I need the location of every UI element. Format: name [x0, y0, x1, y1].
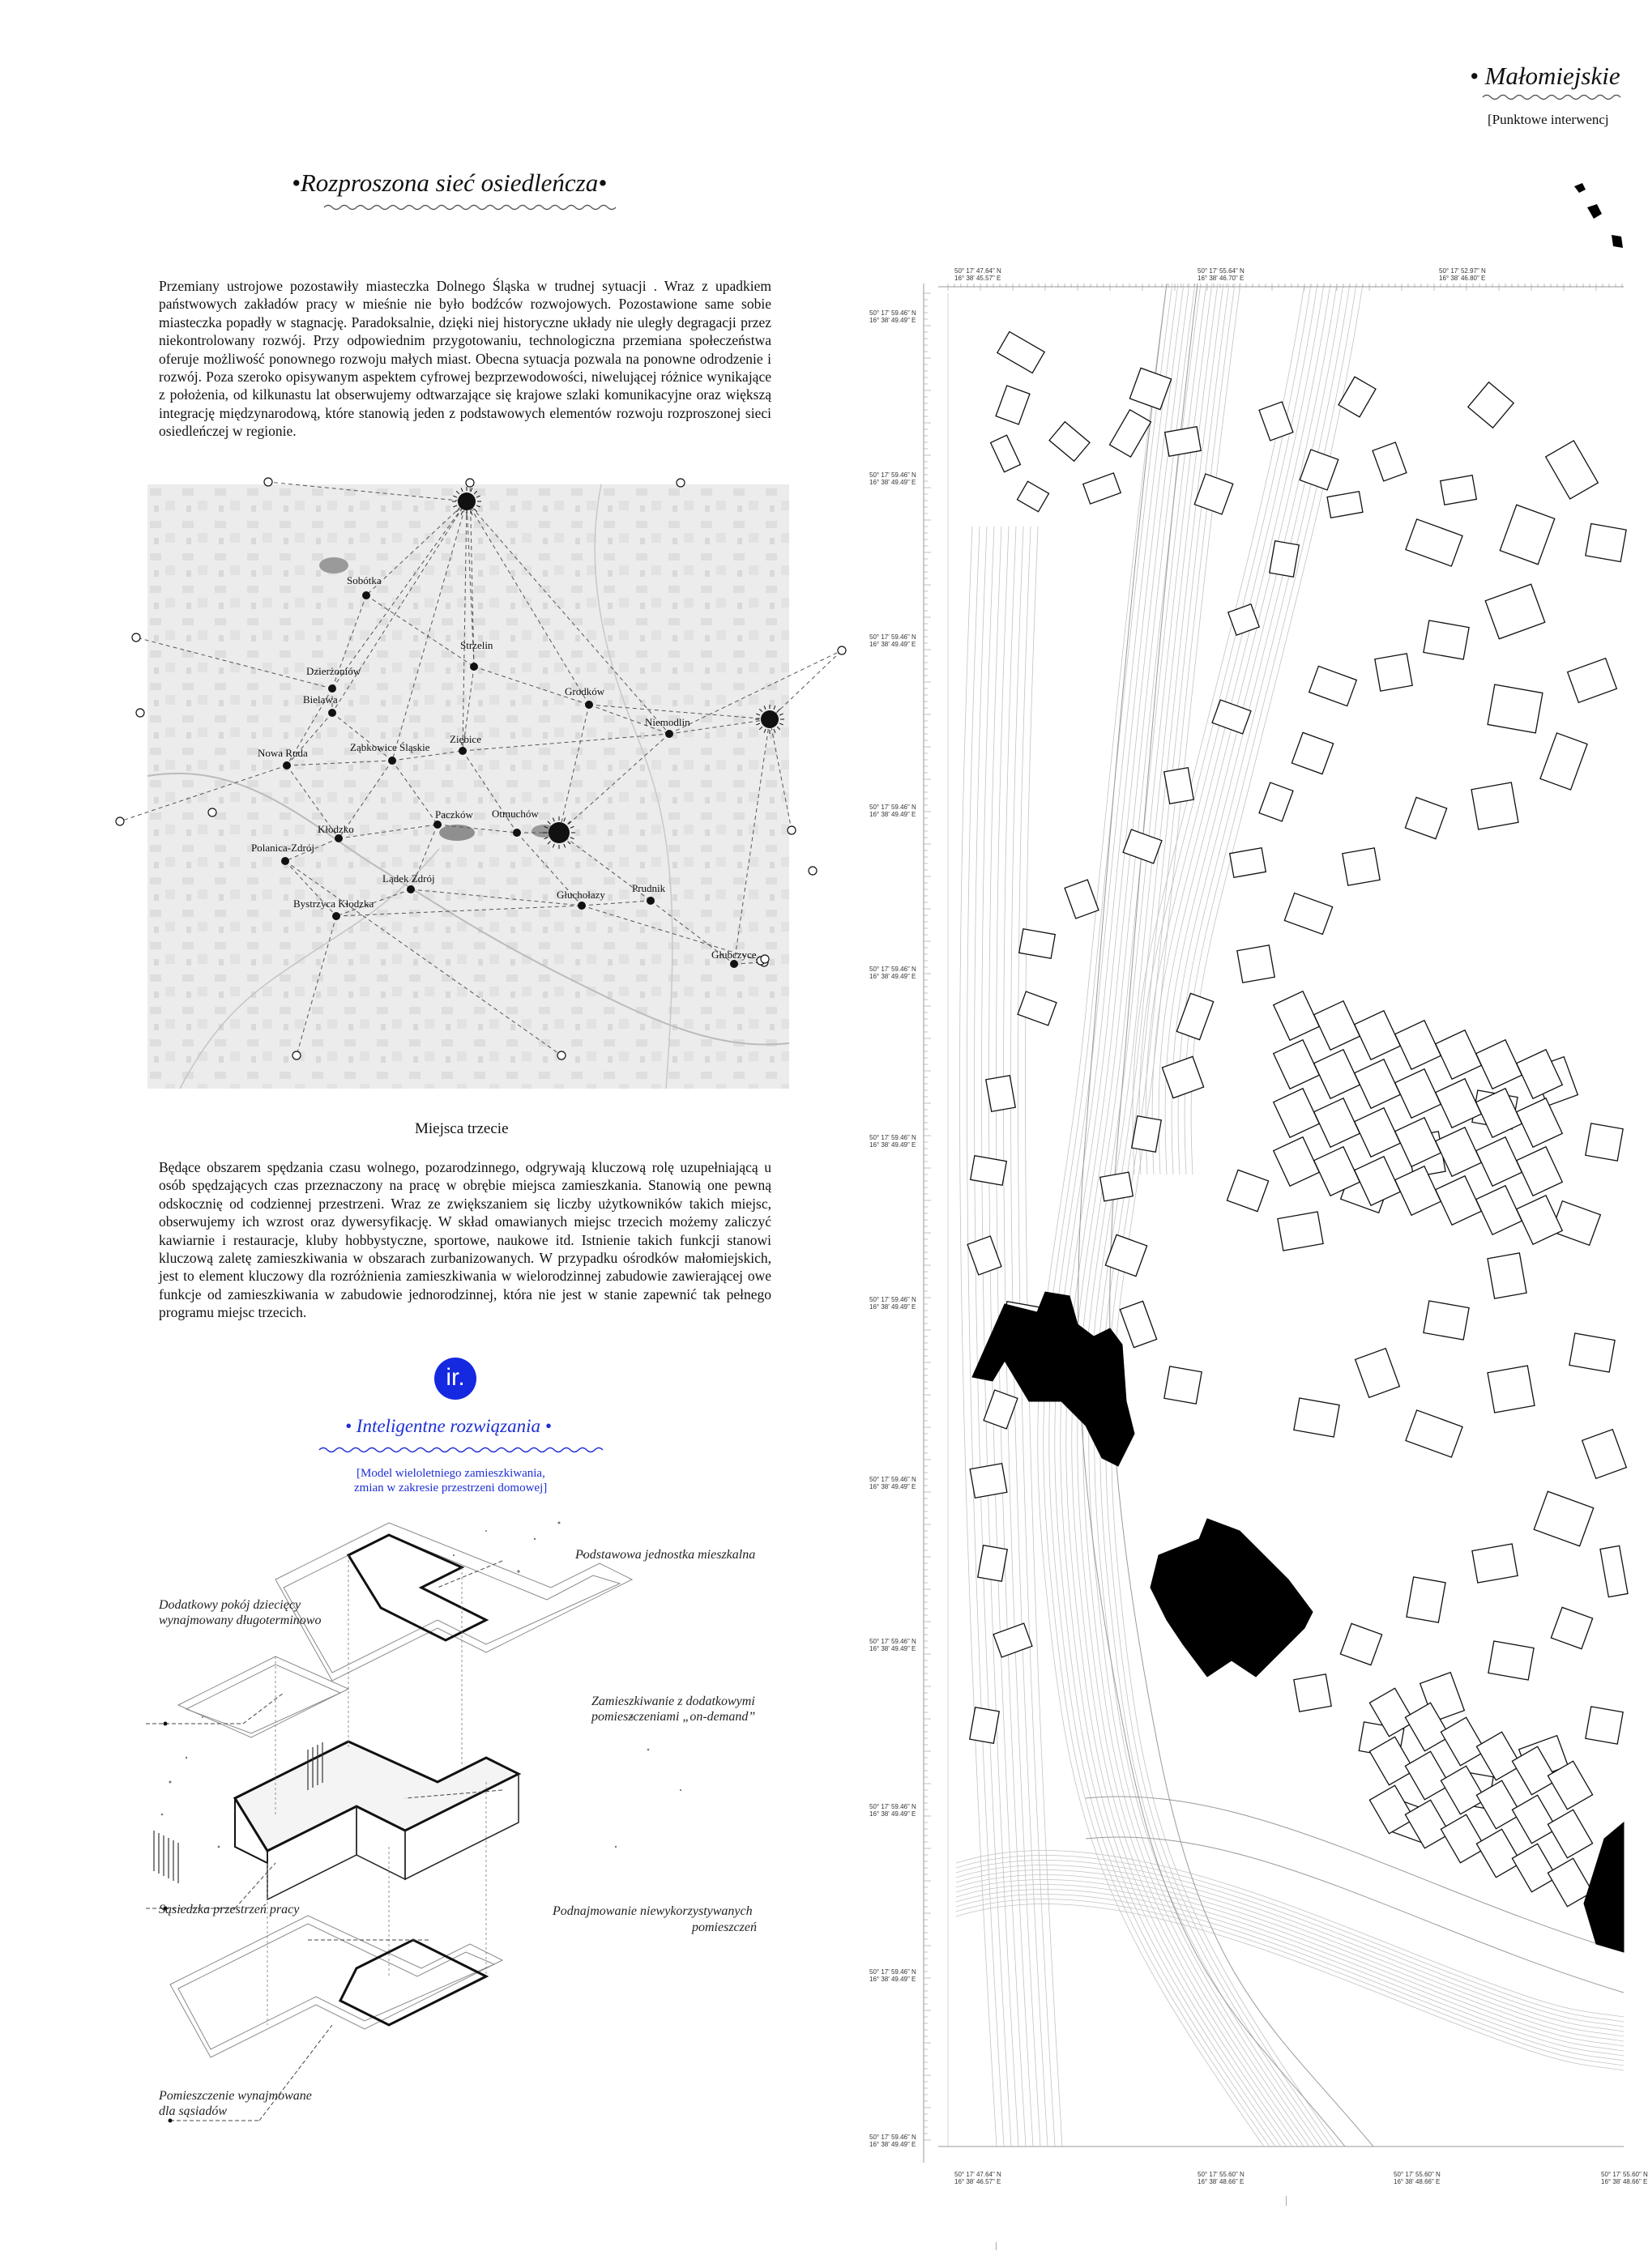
map-label-bielawa: Bielawa — [303, 693, 338, 706]
coord-left-8: 50° 17' 59.46" N 16° 38' 49.49" E — [869, 1476, 916, 1490]
label-on-demand-2: pomieszczeniami „on-demand” — [591, 1710, 756, 1724]
coord-left-5: 50° 17' 59.46" N 16° 38' 49.49" E — [869, 966, 916, 980]
coord-left-12: 50° 17' 59.46" N 16° 38' 49.49" E — [869, 2134, 916, 2148]
coord-top-2: 50° 17' 55.64" N 16° 38' 46.70" E — [1198, 267, 1245, 282]
subtitle-third-places: Miejsca trzecie — [415, 1120, 509, 1137]
map-label-dzierzoniow: Dzierżoniów — [306, 665, 361, 677]
label-renting-unused-1: Podnajmowanie niewykorzystywanych — [553, 1904, 753, 1918]
coord-left-4: 50° 17' 59.46" N 16° 38' 49.49" E — [869, 804, 916, 818]
settlement-network-map — [147, 484, 789, 1089]
map-label-paczkow: Paczków — [435, 808, 473, 821]
map-label-klodzko: Kłodzko — [318, 823, 354, 835]
map-label-grodkow: Grodków — [565, 685, 605, 697]
coord-bottom-3: 50° 17' 55.60" N 16° 38' 48.66" E — [1394, 2171, 1441, 2185]
coord-left-11: 50° 17' 59.46" N 16° 38' 49.49" E — [869, 1968, 916, 1983]
label-extra-room-2: wynajmowany długoterminowo — [159, 1614, 322, 1627]
map-label-niemodlin: Niemodlin — [645, 716, 690, 728]
smart-subtitle-line-1: [Model wieloletniego zamieszkiwania, — [356, 1467, 545, 1480]
label-neighbor-work: Sąsiedzka przestrzeń pracy — [159, 1903, 300, 1916]
map-label-sobotka: Sobótka — [347, 574, 382, 586]
right-title-wavy-underline — [1483, 92, 1624, 102]
map-label-zabkowice: Ząbkowice Śląskie — [350, 741, 430, 753]
map-label-ladek: Lądek Zdrój — [382, 872, 435, 885]
coord-bottom-1: 50° 17' 47.64" N 16° 38' 46.57" E — [954, 2171, 1001, 2185]
smart-subtitle-line-2: zmian w zakresie przestrzeni domowej] — [354, 1481, 548, 1494]
map-label-strzelin: Strzelin — [460, 639, 493, 651]
label-basic-unit: Podstawowa jednostka mieszkalna — [575, 1548, 756, 1562]
label-rented-room-2: dla sąsiadów — [159, 2104, 228, 2118]
coord-left-1: 50° 17' 59.46" N 16° 38' 49.49" E — [869, 309, 916, 324]
ir-badge-icon: ir. — [434, 1358, 476, 1400]
coord-bottom-2: 50° 17' 55.60" N 16° 38' 48.66" E — [1198, 2171, 1245, 2185]
map-label-polanica: Polanica-Zdrój — [251, 842, 314, 854]
title-wavy-underline — [324, 202, 616, 212]
bottom-center-tick — [1286, 2196, 1287, 2206]
label-renting-unused-2: pomieszczeń — [692, 1921, 757, 1934]
label-on-demand-1: Zamieszkiwanie z dodatkowymi — [591, 1695, 755, 1708]
coord-left-2: 50° 17' 59.46" N 16° 38' 49.49" E — [869, 471, 916, 486]
coord-top-1: 50° 17' 47.64" N 16° 38' 45.57" E — [954, 267, 1001, 282]
section-title-settlement: •Rozproszona sieć osiedleńcza• — [292, 168, 608, 197]
right-section-subtitle: [Punktowe interwencj — [1488, 112, 1609, 127]
third-places-paragraph: Będące obszarem spędzania czasu wolnego, pozarodzinnego, odgrywają kluczową rolę uzupełniającą u osób spędzających czas przeznaczony na pracę w obrębie miejsca zamieszkania. Stanowią one pewną odskocznię od codziennej przestrzeni. Wraz ze zwiększaniem się liczby użytkowników takich miejsc, obserwujemy ich wzrost oraz dywersyfikację. W skład omawianych miejsc trzecich możemy zaliczyć kawiarnie i restauracje, kluby hobbystyczne, sportowe, naukowe itd. Istnienie takich funkcji stanowi kluczową zaletę zamieszkiwania w obszarach zurbanizowanych. W przypadku ośrodków małomiejskich, jest to element kluczowy dla rozróżnienia zamieszkiwania w wielorodzinnej zabudowie zawierającej owe funkcje od zamieszkiwania w zabudowie jednorodzinnej, która nie jest w stanie zapewnić tak pełnego programu miejsc trzecich. — [159, 1159, 771, 1321]
intro-paragraph: Przemiany ustrojowe pozostawiły miasteczka Dolnego Śląska w trudnej sytuacji . Wraz z upadkiem państwowych zakładów pracy w mieśnie nie było bodźców rozwojowych. Pozostawione same sobie miasteczka popadły w stagnację. Paradoksalnie, dzięki niej historyczne układy nie uległy degragacji przez niekontrolowany rozwój. Przy odpowiednim przygotowaniu, technologiczna przemiana społeczeństwa oferuje możliwość ponownego rozwoju małych miast. Obecna sytuacja pozwala na ponowne odrodzenie i rozwój. Poza szeroko opisywanym aspektem cyfrowej bezprzewodowości, niwelującej różnice wynikające z położenia, od kilkunastu lat obserwujemy odtwarzające się krajowe szlaki komunikacyjne oraz większą integrację międzynarodową, które stanowią jeden z podstawowych elementów rozwoju rozproszonej sieci osiedleńczej w regionie. — [159, 278, 771, 440]
map-label-bystrzyca: Bystrzyca Kłodzka — [293, 897, 374, 910]
coord-left-10: 50° 17' 59.46" N 16° 38' 49.49" E — [869, 1803, 916, 1818]
town-site-plan — [924, 284, 1624, 2163]
map-label-prudnik: Prudnik — [632, 882, 666, 894]
isolated-building-blots — [1568, 178, 1624, 275]
map-label-otmuchow: Otmuchów — [492, 808, 539, 820]
coord-left-3: 50° 17' 59.46" N 16° 38' 49.49" E — [869, 633, 916, 648]
coord-left-6: 50° 17' 59.46" N 16° 38' 49.49" E — [869, 1134, 916, 1149]
right-section-title: • Małomiejskie — [1470, 62, 1620, 90]
coord-left-9: 50° 17' 59.46" N 16° 38' 49.49" E — [869, 1638, 916, 1652]
smart-title-wavy-underline — [319, 1445, 608, 1455]
page-bottom-tick — [996, 2242, 997, 2250]
map-label-nowa-ruda: Nowa Ruda — [258, 747, 308, 759]
smart-solutions-title: • Inteligentne rozwiązania • — [345, 1416, 552, 1436]
coord-left-7: 50° 17' 59.46" N 16° 38' 49.49" E — [869, 1296, 916, 1311]
coord-top-3: 50° 17' 52.97" N 16° 38' 46.80" E — [1439, 267, 1486, 282]
map-label-ziebice: Ziębice — [450, 733, 481, 745]
label-extra-room-1: Dodatkowy pokój dziecięcy — [159, 1598, 301, 1612]
coord-bottom-4: 50° 17' 55.60" N 16° 38' 48.66" E — [1601, 2171, 1648, 2185]
map-label-glucholazy: Głuchołazy — [557, 889, 605, 901]
label-rented-room-1: Pomieszczenie wynajmowane — [159, 2089, 312, 2103]
map-label-glubczyce: Głubczyce — [711, 949, 757, 961]
